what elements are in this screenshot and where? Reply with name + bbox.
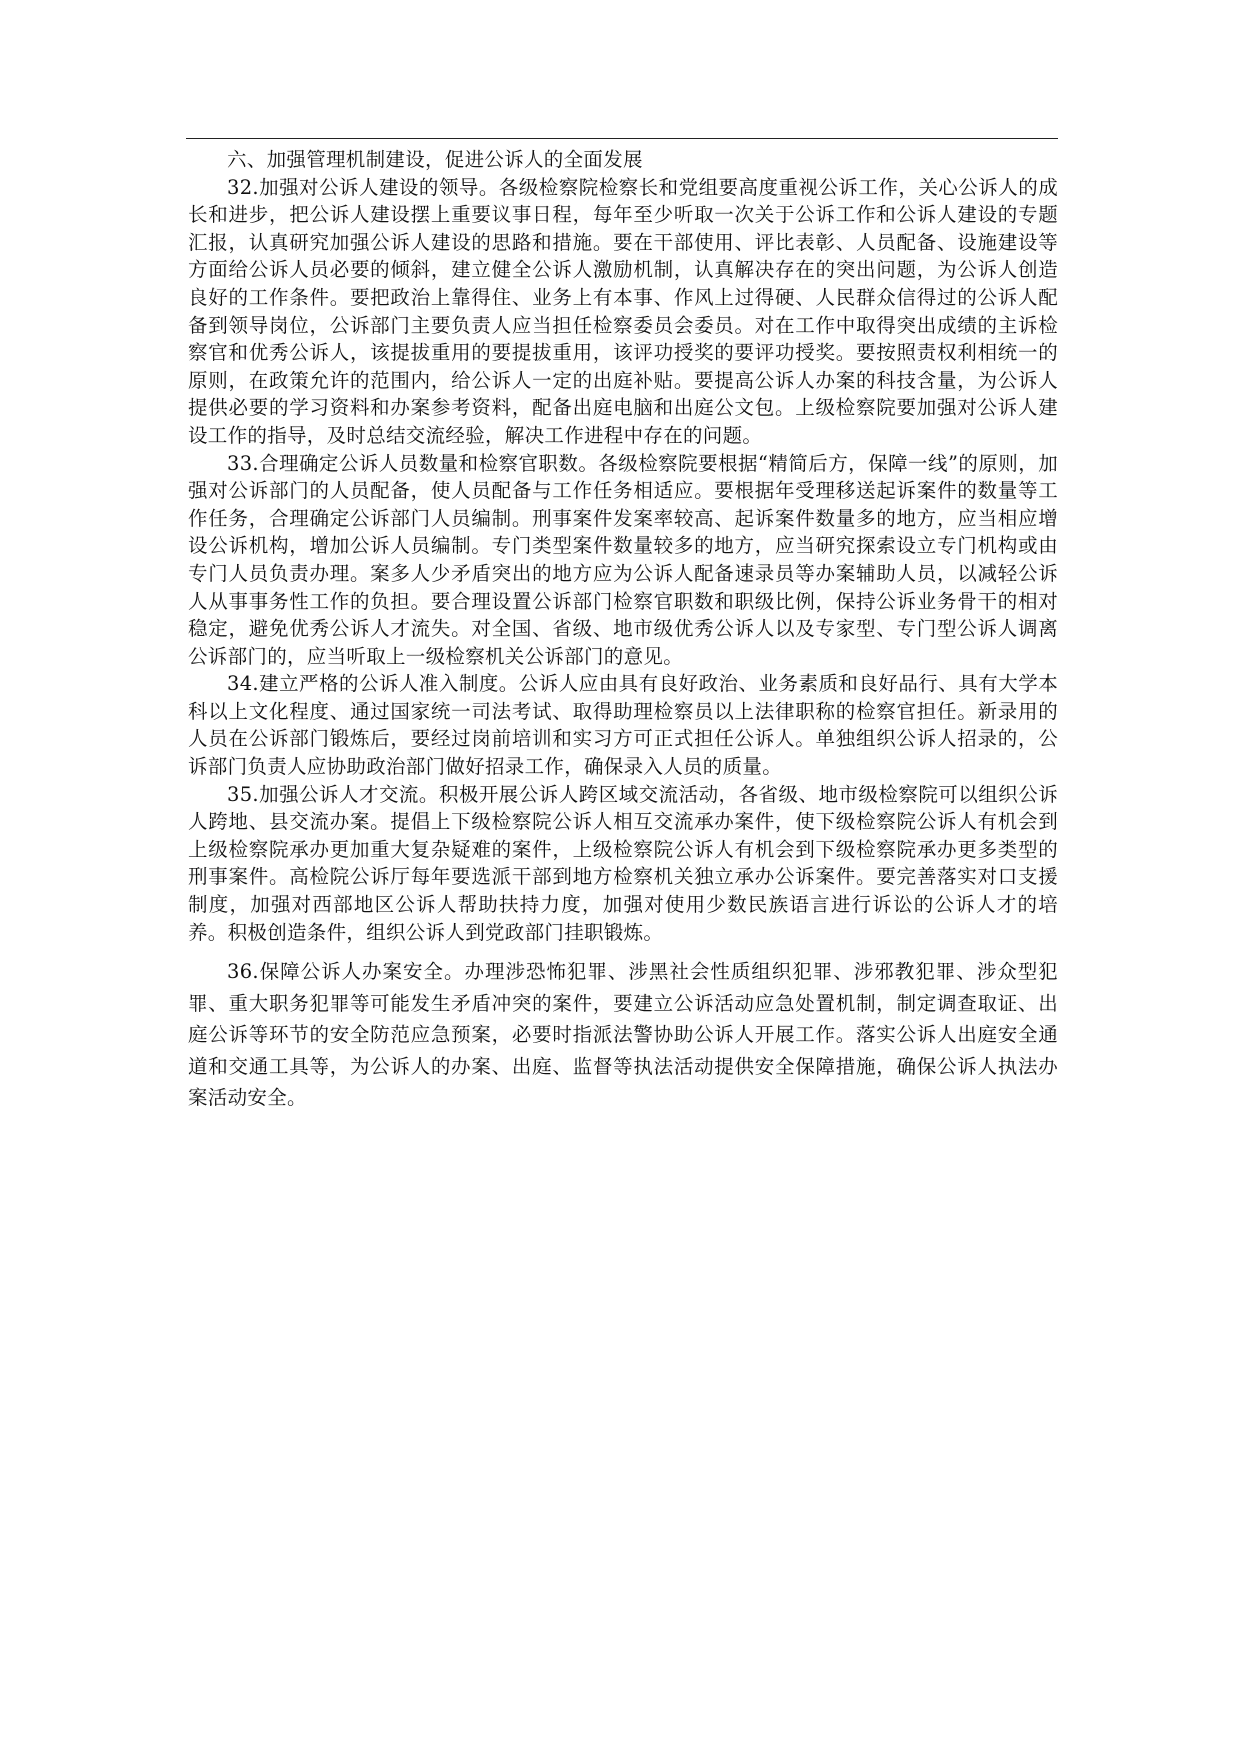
document-body [188,146,1058,1114]
section-heading: 六、加强管理机制建设，促进公诉人的全面发展 [227,148,643,171]
paragraph-34: 34.建立严格的公诉人准入制度。公诉人应由具有良好政治、业务素质和良好品行、具有大学本科以上文化程度、通过国家统一司法考试、取得助理检察员以上法律职称的检察官担任。新录用的人员在公诉部门锻炼后，要经过岗前培训和实习方可正式担任公诉人。单独组织公诉人招录的，公诉部门负责人应协助政治部门做好招录工作，确保录入人员的质量。 [188,672,1058,779]
paragraph-33: 33.合理确定公诉人员数量和检察官职数。各级检察院要根据“精简后方，保障一线”的原则，加强对公诉部门的人员配备，使人员配备与工作任务相适应。要根据年受理移送起诉案件的数量等工作任务，合理确定公诉部门人员编制。刑事案件发案率较高、起诉案件数量多的地方，应当相应增设公诉机构，增加公诉人员编制。专门类型案件数量较多的地方，应当研究探索设立专门机构或由专门人员负责办理。案多人少矛盾突出的地方应为公诉人配备速录员等办案辅助人员，以减轻公诉人从事事务性工作的负担。要合理设置公诉部门检察官职数和职级比例，保持公诉业务骨干的相对稳定，避免优秀公诉人才流失。对全国、省级、地市级优秀公诉人以及专家型、专门型公诉人调离公诉部门的，应当听取上一级检察机关公诉部门的意见。 [188,451,1058,668]
header-rule [186,138,1058,139]
paragraph-36: 36.保障公诉人办案安全。办理涉恐怖犯罪、涉黑社会性质组织犯罪、涉邪教犯罪、涉众型犯罪、重大职务犯罪等可能发生矛盾冲突的案件，要建立公诉活动应急处置机制，制定调查取证、出庭公诉等环节的安全防范应急预案，必要时指派法警协助公诉人开展工作。落实公诉人出庭安全通道和交通工具等，为公诉人的办案、出庭、监督等执法活动提供安全保障措施，确保公诉人执法办案活动安全。 [188,960,1058,1110]
paragraph-32: 32.加强对公诉人建设的领导。各级检察院检察长和党组要高度重视公诉工作，关心公诉人的成长和进步，把公诉人建设摆上重要议事日程，每年至少听取一次关于公诉工作和公诉人建设的专题汇报，认真研究加强公诉人建设的思路和措施。要在干部使用、评比表彰、人员配备、设施建设等方面给公诉人员必要的倾斜，建立健全公诉人激励机制，认真解决存在的突出问题，为公诉人创造良好的工作条件。要把政治上靠得住、业务上有本事、作风上过得硬、人民群众信得过的公诉人配备到领导岗位，公诉部门主要负责人应当担任检察委员会委员。对在工作中取得突出成绩的主诉检察官和优秀公诉人，该提拔重用的要提拔重用，该评功授奖的要评功授奖。要按照责权利相统一的原则，在政策允许的范围内，给公诉人一定的出庭补贴。要提高公诉人办案的科技含量，为公诉人提供必要的学习资料和办案参考资料，配备出庭电脑和出庭公文包。上级检察院要加强对公诉人建设工作的指导，及时总结交流经验，解决工作进程中存在的问题。 [188,175,1058,447]
paragraph-35: 35.加强公诉人才交流。积极开展公诉人跨区域交流活动，各省级、地市级检察院可以组织公诉人跨地、县交流办案。提倡上下级检察院公诉人相互交流承办案件，使下级检察院公诉人有机会到上级检察院承办更加重大复杂疑难的案件，上级检察院公诉人有机会到下级检察院承办更多类型的刑事案件。高检院公诉厅每年要选派干部到地方检察机关独立承办公诉案件。要完善落实对口支援制度，加强对西部地区公诉人帮助扶持力度，加强对使用少数民族语言进行诉讼的公诉人才的培养。积极创造条件，组织公诉人到党政部门挂职锻炼。 [188,782,1058,944]
